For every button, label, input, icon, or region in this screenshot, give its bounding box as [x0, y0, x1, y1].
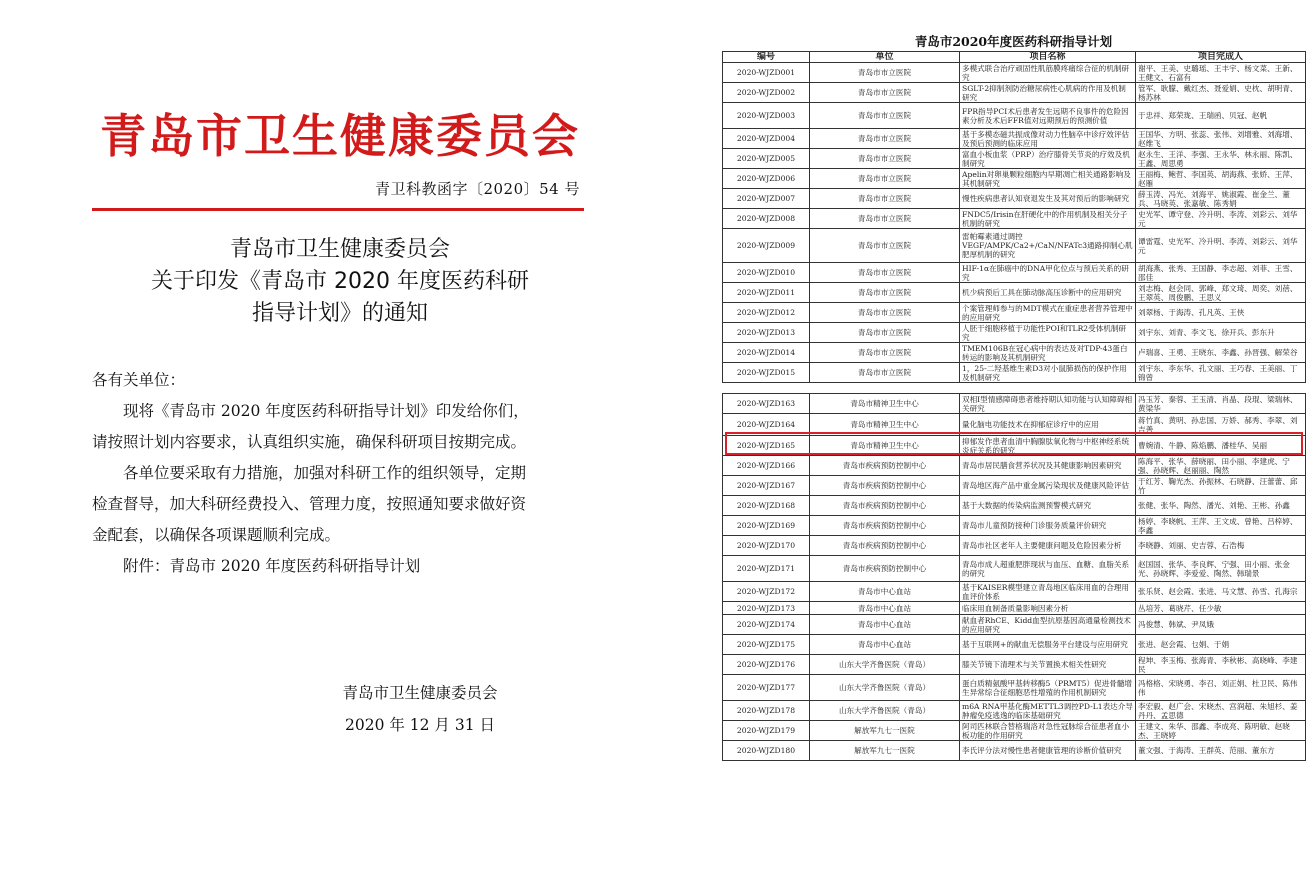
table-row	[723, 536, 1306, 556]
notice-title-line: 关于印发《青岛市 2020 年度医药科研	[151, 269, 529, 294]
table-row	[723, 323, 1306, 343]
cell-project-name: 青岛市成人超重肥胖现状与血压、血糖、血脂关系的研究	[960, 556, 1136, 582]
table-row	[723, 602, 1306, 615]
cell-id: 2020-WJZD167	[723, 476, 810, 496]
cell-people: 卢瑞喜、王勇、王晓东、李鑫、孙晋强、解荣谷	[1136, 343, 1306, 363]
signature-block	[320, 677, 520, 741]
cell-unit: 青岛市中心血站	[810, 615, 960, 635]
paragraph-line: 现将《青岛市 2020 年度医药科研指导计划》印发给你们，	[123, 402, 529, 420]
cell-people: 冯格格、宋晓勇、李召、刘正娟、杜卫民、陈伟伟	[1136, 675, 1306, 701]
table-row	[723, 343, 1306, 363]
cell-people: 丛培芳、葛晓芹、任少敏	[1136, 602, 1306, 615]
cell-project-name: 机少病预后工具在肺动脉高压诊断中的应用研究	[960, 283, 1136, 303]
cell-unit: 青岛市中心血站	[810, 582, 960, 602]
table-row	[723, 701, 1306, 721]
paragraph-line: 各单位要采取有力措施，加强对科研工作的组织领导，定期	[123, 464, 527, 482]
cell-project-name: 李氏评分法对慢性患者健康管理的诊断价值研究	[960, 741, 1136, 761]
table-row	[723, 189, 1306, 209]
cell-project-name: 阿司匹林联合替格瑞洛对急性冠脉综合征患者血小板功能的作用研究	[960, 721, 1136, 741]
cell-people: 张进、赵会霞、乜娟、于娟	[1136, 635, 1306, 655]
cell-project-name: 青岛市居民膳食营养状况及其健康影响因素研究	[960, 456, 1136, 476]
table-gap	[723, 383, 1306, 394]
table-header-row	[723, 52, 1306, 63]
cell-id: 2020-WJZD173	[723, 602, 810, 615]
cell-unit: 青岛市疾病预防控制中心	[810, 476, 960, 496]
red-divider-line	[92, 208, 584, 211]
cell-unit: 青岛市市立医院	[810, 323, 960, 343]
table-body-group-2	[723, 394, 1306, 761]
table-row	[723, 496, 1306, 516]
cell-unit: 青岛市精神卫生中心	[810, 414, 960, 436]
cell-people: 刘志梅、赵会同、郭峰、郑文琦、周奕、刘蓓、王翠英、周俊鹏、王思义	[1136, 283, 1306, 303]
cell-unit: 青岛市市立医院	[810, 303, 960, 323]
table-row	[723, 456, 1306, 476]
cell-people: 曹婉清、牛静、陈焰鹏、潘桂华、吴丽	[1136, 436, 1306, 456]
cell-people: 张乐贤、赵会霞、张进、马文慧、孙雪、孔海宗	[1136, 582, 1306, 602]
cell-people: 陈海平、张华、薛晓丽、田小丽、李建虎、宁强、孙晓辉、赵丽丽、陶然	[1136, 456, 1306, 476]
cell-project-name: 膝关节镜下清理术与关节置换术相关性研究	[960, 655, 1136, 675]
cell-project-name: 青岛地区海产品中重金属污染现状及健康风险评估	[960, 476, 1136, 496]
cell-id: 2020-WJZD166	[723, 456, 810, 476]
cell-unit: 青岛市市立医院	[810, 189, 960, 209]
cell-unit: 青岛市疾病预防控制中心	[810, 516, 960, 536]
cell-unit: 青岛市市立医院	[810, 149, 960, 169]
cell-people: 于红芳、鞠光杰、孙振林、石晓静、汪蕾蕾、邱竹	[1136, 476, 1306, 496]
cell-unit: 山东大学齐鲁医院（青岛）	[810, 701, 960, 721]
cell-id: 2020-WJZD005	[723, 149, 810, 169]
header-people: 项目完成人	[1136, 52, 1306, 63]
cell-unit: 青岛市市立医院	[810, 63, 960, 83]
cell-id: 2020-WJZD004	[723, 129, 810, 149]
table-gap-row	[723, 383, 1306, 394]
gap-cell	[723, 383, 1306, 394]
cell-project-name: 献血者RhCE、Kidd血型抗原基因高通量检测技术的应用研究	[960, 615, 1136, 635]
notice-title	[90, 234, 590, 330]
cell-people: 董文强、于海涛、王群英、范丽、董东方	[1136, 741, 1306, 761]
table-row	[723, 169, 1306, 189]
cell-people: 冯玉芳、秦蓉、王玉清、肖晶、段琨、梁瑞林、黄梁华	[1136, 394, 1306, 414]
cell-project-name: 青岛市儿童预防接种门诊服务质量评价研究	[960, 516, 1136, 536]
cell-id: 2020-WJZD010	[723, 263, 810, 283]
cell-people: 冯俊慧、韩斌、尹凤娥	[1136, 615, 1306, 635]
cell-people: 谭雷霆、史光军、冷升明、李涛、刘彩云、刘华元	[1136, 229, 1306, 263]
cell-project-name: 蛋白质精氨酸甲基转移酶5（PRMT5）促进骨髓增生异常综合征细胞恶性增殖的作用机制研究	[960, 675, 1136, 701]
salutation: 各有关单位：	[92, 371, 186, 389]
cell-project-name: 基于互联网+的献血无偿服务平台建设与应用研究	[960, 635, 1136, 655]
table-row	[723, 83, 1306, 103]
cell-project-name: 个案管理师参与的MDT模式在重症患者营养管理中的应用研究	[960, 303, 1136, 323]
cell-project-name: TMEM106B在冠心病中的表达及对TDP-43蛋白转运的影响及其机制研究	[960, 343, 1136, 363]
cell-people: 李晓静、刘丽、史吉蓉、石浩梅	[1136, 536, 1306, 556]
cell-unit: 山东大学齐鲁医院（青岛）	[810, 655, 960, 675]
cell-id: 2020-WJZD015	[723, 363, 810, 383]
cell-people: 刘翠杨、于海涛、孔凡英、王侠	[1136, 303, 1306, 323]
cell-people: 蒋竹真、黄明、孙忠国、万娇、郝秀、李翠、刘吉善	[1136, 414, 1306, 436]
cell-people: 赵国国、张华、李良辉、宁强、田小丽、张金光、孙晓辉、李爱爱、陶然、韩瑞景	[1136, 556, 1306, 582]
cell-project-name: 基于KAISER模型建立青岛地区临床用血的合理用血评价体系	[960, 582, 1136, 602]
cell-people: 杨婷、李晓帆、王萍、王文成、曾艳、吕梓婷、李鑫	[1136, 516, 1306, 536]
notice-body	[92, 365, 592, 582]
table-row	[723, 283, 1306, 303]
table-row	[723, 516, 1306, 536]
cell-id: 2020-WJZD180	[723, 741, 810, 761]
cell-project-name: SGLT-2抑制剂防治糖尿病性心肌病的作用及机制研究	[960, 83, 1136, 103]
cell-unit: 青岛市中心血站	[810, 635, 960, 655]
cell-unit: 青岛市疾病预防控制中心	[810, 556, 960, 582]
cell-id: 2020-WJZD164	[723, 414, 810, 436]
table-row	[723, 229, 1306, 263]
cell-unit: 青岛市市立医院	[810, 103, 960, 129]
cell-id: 2020-WJZD014	[723, 343, 810, 363]
table-title: 青岛市2020年度医药科研指导计划	[914, 34, 1113, 49]
header-id: 编号	[723, 52, 810, 63]
cell-id: 2020-WJZD172	[723, 582, 810, 602]
table-row	[723, 103, 1306, 129]
cell-id: 2020-WJZD176	[723, 655, 810, 675]
cell-id: 2020-WJZD008	[723, 209, 810, 229]
table-row	[723, 635, 1306, 655]
cell-people: 赵永生、王洋、李强、王永华、林永丽、陈凯、王鑫、周思勇	[1136, 149, 1306, 169]
cell-project-name: 青岛市社区老年人主要健康问题及危险因素分析	[960, 536, 1136, 556]
table-row	[723, 721, 1306, 741]
cell-id: 2020-WJZD011	[723, 283, 810, 303]
cell-people: 程坤、李玉梅、张海青、李秋彬、高晓峰、李建民	[1136, 655, 1306, 675]
cell-project-name: 富血小板血浆（PRP）治疗膝骨关节炎的疗效及机制研究	[960, 149, 1136, 169]
table-row	[723, 263, 1306, 283]
cell-unit: 解放军九七一医院	[810, 741, 960, 761]
notice-title-line: 青岛市卫生健康委员会	[229, 237, 450, 262]
cell-people: 王丽梅、鲍哲、李国英、胡海燕、张娇、王萍、赵雁	[1136, 169, 1306, 189]
cell-unit: 青岛市市立医院	[810, 229, 960, 263]
cell-people: 谢平、王美、史璐瑶、王丰宇、杨文菜、王新、王健文、石富有	[1136, 63, 1306, 83]
table-row	[723, 436, 1306, 456]
cell-project-name: 慢性疾病患者认知衰退发生及其对预后的影响研究	[960, 189, 1136, 209]
cell-id: 2020-WJZD013	[723, 323, 810, 343]
cell-id: 2020-WJZD169	[723, 516, 810, 536]
cell-unit: 青岛市精神卫生中心	[810, 394, 960, 414]
cell-id: 2020-WJZD165	[723, 436, 810, 456]
cell-id: 2020-WJZD177	[723, 675, 810, 701]
cell-project-name: HIF-1α在肺癌中的DNA甲化位点与预后关系的研究	[960, 263, 1136, 283]
paragraph-line: 请按照计划内容要求，认真组织实施，确保科研项目按期完成。	[92, 433, 527, 451]
cell-id: 2020-WJZD006	[723, 169, 810, 189]
cell-id: 2020-WJZD163	[723, 394, 810, 414]
header-project-name: 项目名称	[960, 52, 1136, 63]
cell-unit: 青岛市市立医院	[810, 263, 960, 283]
cell-people: 王建文、朱华、邵鑫、李成亮、陈明敏、赵晓杰、王晓婷	[1136, 721, 1306, 741]
signature-date: 2020 年 12 月 31 日	[344, 716, 496, 734]
table-row	[723, 582, 1306, 602]
table-row	[723, 615, 1306, 635]
table-row	[723, 63, 1306, 83]
cell-id: 2020-WJZD002	[723, 83, 810, 103]
cell-people: 管军、耿朦、戴红杰、聂爱娟、史枕、胡明青、杨苏林	[1136, 83, 1306, 103]
cell-people: 李宏毅、赵广会、宋晓杰、宫润超、朱旭杉、姜丹丹、孟思德	[1136, 701, 1306, 721]
cell-people: 刘宇东、李东华、孔文丽、王巧春、王美丽、丁锦曾	[1136, 363, 1306, 383]
cell-people: 胡海燕、张秀、王国静、李志超、刘菲、王雪、邵佳	[1136, 263, 1306, 283]
cell-people: 王国华、方明、张蕊、张伟、刘增雅、刘海增、赵维飞	[1136, 129, 1306, 149]
cell-unit: 青岛市市立医院	[810, 169, 960, 189]
cell-project-name: 抑郁发作患者血清中胸腺肽氧化物与中枢神经系统炎症关系的研究	[960, 436, 1136, 456]
table-row	[723, 303, 1306, 323]
cell-id: 2020-WJZD171	[723, 556, 810, 582]
cell-project-name: 双相Ⅰ型情感障碍患者维持期认知功能与认知障碍相关研究	[960, 394, 1136, 414]
table-row	[723, 556, 1306, 582]
table-row	[723, 741, 1306, 761]
cell-project-name: 人胚干细胞移植于功能性POI和TLR2受体机制研究	[960, 323, 1136, 343]
cell-id: 2020-WJZD170	[723, 536, 810, 556]
cell-unit: 解放军九七一医院	[810, 721, 960, 741]
cell-id: 2020-WJZD009	[723, 229, 810, 263]
cell-project-name: FNDC5/Irisin在肝硬化中的作用机制及相关分子机制的研究	[960, 209, 1136, 229]
cell-unit: 青岛市精神卫生中心	[810, 436, 960, 456]
table-row	[723, 363, 1306, 383]
cell-id: 2020-WJZD179	[723, 721, 810, 741]
table-body-group-1	[723, 63, 1306, 383]
table-row	[723, 394, 1306, 414]
attachment-line: 附件：青岛市 2020 年度医药科研指导计划	[123, 557, 421, 575]
cell-people: 张健、张华、陶然、潘光、刘艳、王彬、孙鑫	[1136, 496, 1306, 516]
cell-id: 2020-WJZD001	[723, 63, 810, 83]
cell-project-name: 基于大数据的传染病监测预警模式研究	[960, 496, 1136, 516]
table-row	[723, 149, 1306, 169]
cell-unit: 青岛市市立医院	[810, 83, 960, 103]
cell-project-name: 临床用血制备质量影响因素分析	[960, 602, 1136, 615]
cell-project-name: 基于多模态磁共振成像对动力性脑卒中诊疗效评估及预后预测的临床应用	[960, 129, 1136, 149]
table-row	[723, 476, 1306, 496]
plan-table	[722, 51, 1306, 761]
cell-unit: 青岛市市立医院	[810, 283, 960, 303]
table-row	[723, 655, 1306, 675]
signature-org: 青岛市卫生健康委员会	[342, 684, 498, 702]
cell-project-name: m6A RNA甲基化酶METTL3调控PD-L1表达介导肿瘤免疫逃逸的临床基础研究	[960, 701, 1136, 721]
document-number: 青卫科教函字〔2020〕54 号	[374, 180, 580, 198]
table-row	[723, 675, 1306, 701]
plan-table-page	[722, 33, 1305, 761]
cell-project-name: 雷帕霉素通过调控VEGF/AMPK/Ca2+/CaN/NFATc3通路抑制心肌肥厚机制的研究	[960, 229, 1136, 263]
cell-unit: 青岛市疾病预防控制中心	[810, 496, 960, 516]
cell-id: 2020-WJZD168	[723, 496, 810, 516]
cell-people: 刘宇东、刘青、李文飞、徐开兵、彭东升	[1136, 323, 1306, 343]
cell-id: 2020-WJZD174	[723, 615, 810, 635]
cell-unit: 青岛市疾病预防控制中心	[810, 536, 960, 556]
cell-project-name: 1，25-二羟基维生素D3对小鼠肺损伤的保护作用及机制研究	[960, 363, 1136, 383]
table-row	[723, 209, 1306, 229]
table-row-highlighted	[723, 414, 1306, 436]
cell-unit: 青岛市市立医院	[810, 209, 960, 229]
cell-people: 薛玉涛、冯光、刘海平、姚淑霞、崔金兰、董兵、马晓英、张嘉敏、陈秀娟	[1136, 189, 1306, 209]
cell-project-name: 多模式联合治疗顽固性肌筋膜疼痛综合征的机制研究	[960, 63, 1136, 83]
masthead-title: 青岛市卫生健康委员会	[100, 109, 580, 163]
header-unit: 单位	[810, 52, 960, 63]
cell-project-name: FPR指导PCI术后患者发生远期不良事件的危险因素分析及术后FFR值对远期预后的预测价值	[960, 103, 1136, 129]
cell-people: 史光军、谭守登、冷升明、李涛、刘彩云、刘华元	[1136, 209, 1306, 229]
cell-unit: 青岛市市立医院	[810, 129, 960, 149]
cell-id: 2020-WJZD178	[723, 701, 810, 721]
cell-project-name: Apelin对卵巢颗粒细胞内早期凋亡相关通路影响及其机制研究	[960, 169, 1136, 189]
cell-unit: 青岛市市立医院	[810, 343, 960, 363]
cell-unit: 山东大学齐鲁医院（青岛）	[810, 675, 960, 701]
cell-project-name: 量化脑电功能技术在抑郁症诊疗中的应用	[960, 414, 1136, 436]
paragraph-line: 金配套，以确保各项课题顺利完成。	[92, 526, 341, 544]
paragraph-line: 检查督导，加大科研经费投入、管理力度，按照通知要求做好资	[92, 495, 527, 513]
cell-id: 2020-WJZD003	[723, 103, 810, 129]
cell-people: 于忠祥、郑荣珑、王瑞函、贝冠、赵帆	[1136, 103, 1306, 129]
cell-unit: 青岛市市立医院	[810, 363, 960, 383]
cell-unit: 青岛市疾病预防控制中心	[810, 456, 960, 476]
cell-id: 2020-WJZD175	[723, 635, 810, 655]
table-row	[723, 129, 1306, 149]
notice-title-line: 指导计划》的通知	[251, 301, 428, 326]
cell-id: 2020-WJZD012	[723, 303, 810, 323]
cell-unit: 青岛市中心血站	[810, 602, 960, 615]
cell-id: 2020-WJZD007	[723, 189, 810, 209]
